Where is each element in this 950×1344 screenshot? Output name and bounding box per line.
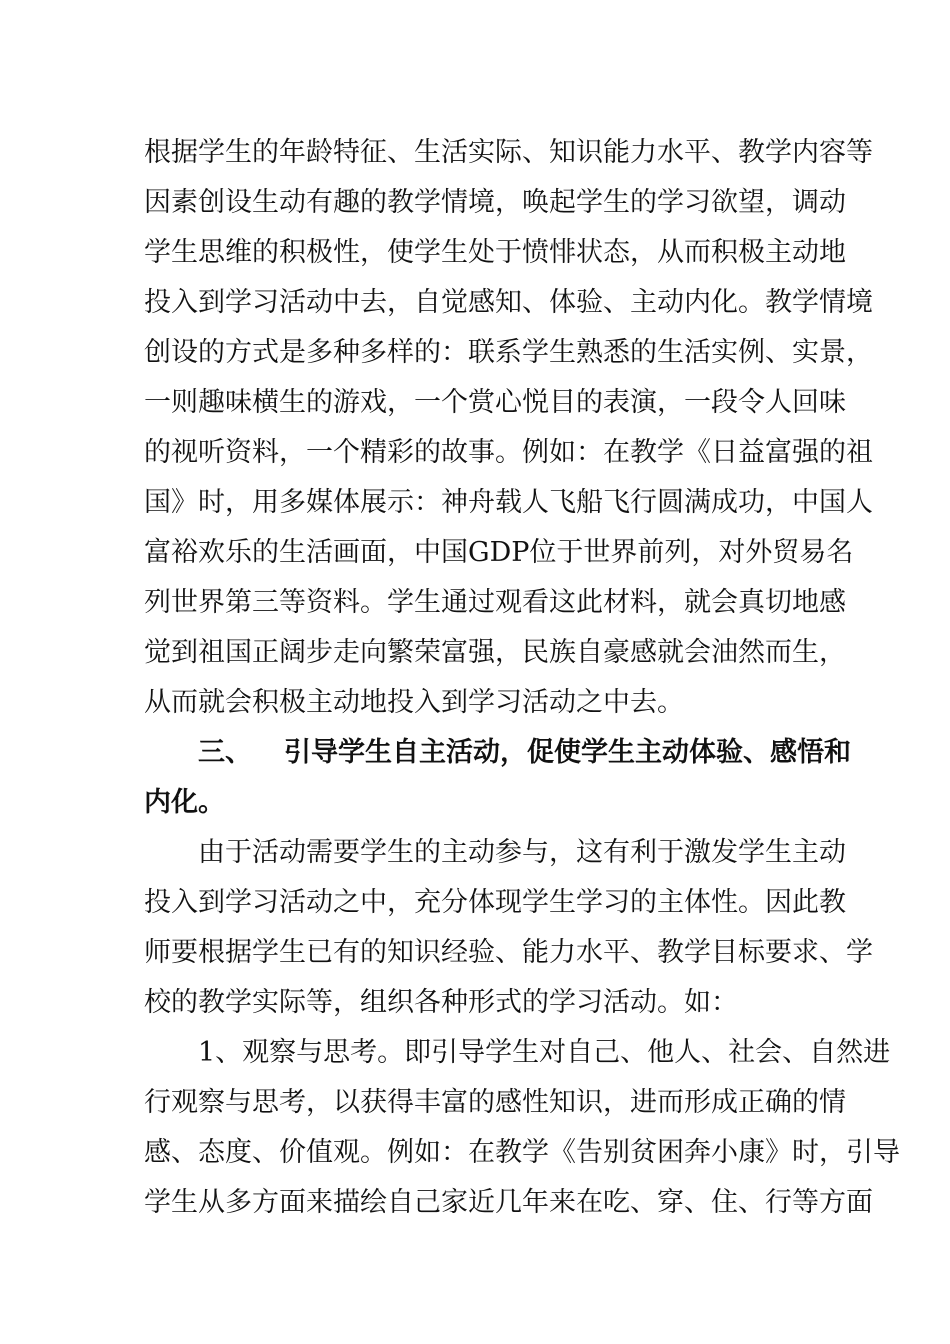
paragraph-1 bbox=[144, 128, 873, 728]
paragraph-line: 根据学生的年龄特征、生活实际、知识能力水平、教学内容等 bbox=[144, 137, 873, 168]
section-number: 三、 bbox=[198, 737, 252, 768]
paragraph-line: 投入到学习活动中去，自觉感知、体验、主动内化。教学情境 bbox=[144, 287, 873, 318]
paragraph-line: 因素创设生动有趣的教学情境，唤起学生的学习欲望，调动 bbox=[144, 187, 846, 218]
paragraph-line: 感、态度、价值观。例如：在教学《告别贫困奔小康》时，引导 bbox=[144, 1137, 900, 1168]
paragraph-line: 富裕欢乐的生活画面，中国GDP位于世界前列，对外贸易名 bbox=[144, 537, 854, 568]
paragraph-line: 校的教学实际等，组织各种形式的学习活动。如： bbox=[144, 987, 738, 1018]
section-heading-line: 内化。 bbox=[144, 787, 225, 818]
section-heading-line bbox=[144, 728, 851, 778]
paragraph-line: 国》时，用多媒体展示：神舟载人飞船飞行圆满成功，中国人 bbox=[144, 487, 873, 518]
section-title: 引导学生自主活动，促使学生主动体验、感悟和 bbox=[284, 737, 851, 768]
paragraph-line: 1、观察与思考。即引导学生对自己、他人、社会、自然进 bbox=[198, 1037, 891, 1068]
paragraph-line: 觉到祖国正阔步走向繁荣富强，民族自豪感就会油然而生， bbox=[144, 637, 846, 668]
section-heading bbox=[144, 728, 851, 828]
paragraph-line: 从而就会积极主动地投入到学习活动之中去。 bbox=[144, 687, 684, 718]
paragraph-line: 师要根据学生已有的知识经验、能力水平、教学目标要求、学 bbox=[144, 937, 873, 968]
paragraph-3 bbox=[144, 1028, 900, 1228]
paragraph-2 bbox=[144, 828, 873, 1028]
document-body bbox=[144, 128, 900, 1228]
paragraph-line: 由于活动需要学生的主动参与，这有利于激发学生主动 bbox=[198, 837, 846, 868]
paragraph-line: 学生思维的积极性，使学生处于愤悱状态，从而积极主动地 bbox=[144, 237, 846, 268]
paragraph-line: 创设的方式是多种多样的：联系学生熟悉的生活实例、实景， bbox=[144, 337, 873, 368]
paragraph-line: 列世界第三等资料。学生通过观看这此材料，就会真切地感 bbox=[144, 587, 846, 618]
paragraph-line: 行观察与思考，以获得丰富的感性知识，进而形成正确的情 bbox=[144, 1087, 846, 1118]
paragraph-line: 学生从多方面来描绘自己家近几年来在吃、穿、住、行等方面 bbox=[144, 1187, 873, 1218]
paragraph-line: 投入到学习活动之中，充分体现学生学习的主体性。因此教 bbox=[144, 887, 846, 918]
paragraph-line: 一则趣味横生的游戏，一个赏心悦目的表演，一段令人回味 bbox=[144, 387, 846, 418]
paragraph-line: 的视听资料，一个精彩的故事。例如：在教学《日益富强的祖 bbox=[144, 437, 873, 468]
